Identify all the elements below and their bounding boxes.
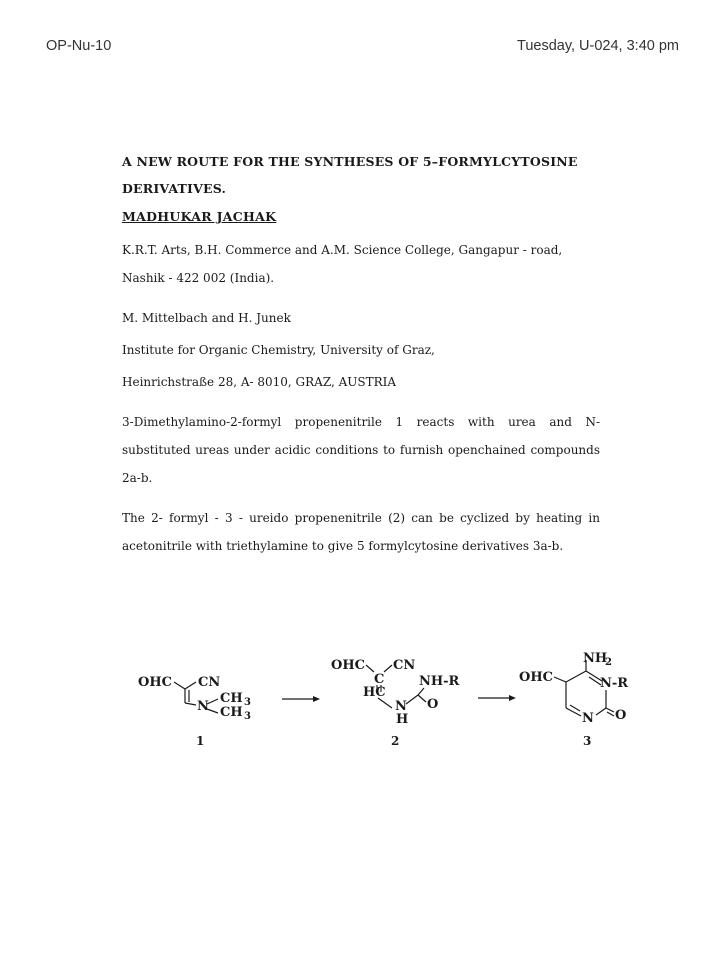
affiliation-1-line-1: K.R.T. Arts, B.H. Commerce and A.M. Science College, Gangapur - road, [122,243,563,257]
abstract-paragraph-1: 3-Dimethylamino-2-formyl propenenitrile 1 reacts with urea and N- substituted ureas under acidic conditions to furnish openchained compounds 2a-b. [122,415,600,485]
compound-2-structure [331,658,460,748]
c2-n: N [395,699,407,714]
c2-h: H [396,712,409,727]
c2-nh-r: NH-R [419,674,460,689]
c1-cn: CN [198,675,221,690]
reaction-arrow-1 [282,696,320,702]
c2-ohc: OHC [331,658,365,673]
affiliation-2-line-2: Heinrichstraße 28, A- 8010, GRAZ, AUSTRIA [122,375,397,389]
compound-1-structure [138,675,251,748]
c3-nh: NH [583,651,608,666]
c2-hc: HC [363,685,386,700]
secondary-authors: M. Mittelbach and H. Junek [122,311,291,325]
c2-o: O [427,697,439,712]
c3-nh-sub: 2 [605,657,612,668]
c3-n-r: N-R [600,676,629,691]
header-timestamp: Tuesday, U-024, 3:40 pm [517,38,679,54]
c3-n: N [582,711,594,726]
compound-1-number: 1 [196,734,205,748]
c1-ch3-lower-sub: 3 [244,711,251,722]
c1-n: N [197,699,209,714]
paper-title: A NEW ROUTE FOR THE SYNTHESES OF 5–FORMYLCYTOSINE DERIVATIVES. [122,154,578,196]
c1-ch3-upper: CH [220,691,243,706]
primary-author: MADHUKAR JACHAK [122,209,277,224]
c2-c: C [374,672,385,687]
reaction-arrow-2 [478,695,516,701]
c2-cn: CN [393,658,416,673]
abstract-paragraph-2: The 2- formyl - 3 - ureido propenenitrile (2) can be cyclized by heating in acetonitrile with triethylamine to give 5 formylcytosine derivatives 3a-b. [122,511,600,553]
reaction-scheme [130,650,650,780]
c1-ch3-lower: CH [220,705,243,720]
compound-3-structure [519,651,628,748]
header-left-label: OP-Nu-10 [46,38,112,54]
affiliation-1-line-2: Nashik - 422 002 (India). [122,271,275,285]
c1-ch3-upper-sub: 3 [244,697,251,708]
affiliation-2-line-1: Institute for Organic Chemistry, University of Graz, [122,343,435,357]
c1-ohc: OHC [138,675,172,690]
c3-o: O [615,708,627,723]
c3-ohc: OHC [519,670,553,685]
paper-abstract [122,148,600,566]
compound-3-number: 3 [583,734,592,748]
compound-2-number: 2 [391,734,400,748]
